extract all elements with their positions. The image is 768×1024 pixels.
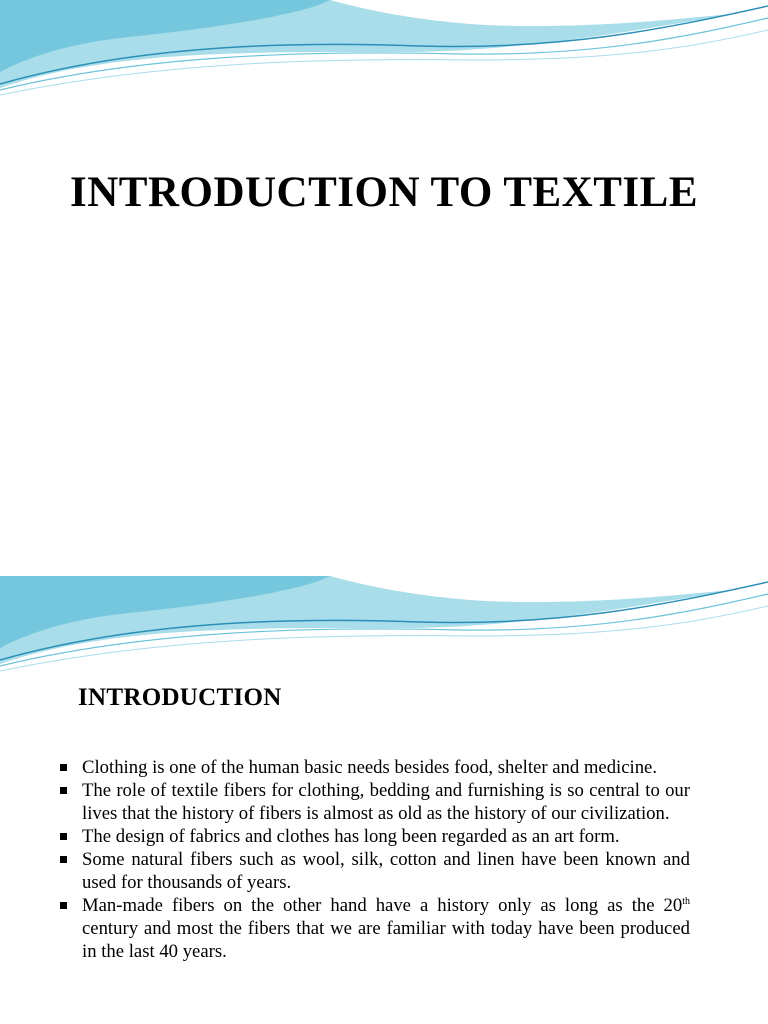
square-bullet-icon [60, 764, 67, 771]
wave-header-decoration [0, 576, 768, 686]
bullet-text: The design of fabrics and clothes has long been regarded as an art form. [82, 826, 620, 847]
wave-header-decoration [0, 0, 768, 110]
square-bullet-icon [60, 787, 67, 794]
list-item [58, 756, 690, 779]
slide-title: INTRODUCTION TO TEXTILE [69, 169, 699, 216]
list-item [58, 825, 690, 848]
square-bullet-icon [60, 856, 67, 863]
list-item [58, 894, 690, 963]
bullet-text-before: Man-made fibers on the other hand have a history only as long as the 20 [82, 895, 683, 916]
list-item [58, 779, 690, 825]
bullet-text: The role of textile fibers for clothing, bedding and furnishing is so central to our lives that the history of fibers is almost as old as the history of our civilization. [82, 780, 690, 824]
slide-heading: INTRODUCTION [78, 684, 282, 711]
bullet-text: Clothing is one of the human basic needs besides food, shelter and medicine. [82, 757, 658, 778]
bullet-text: Some natural fibers such as wool, silk, cotton and linen have been known and used for thousands of years. [82, 849, 690, 893]
square-bullet-icon [60, 833, 67, 840]
bullet-text-after: century and most the fibers that we are familiar with today have been produced in the last 40 years. [82, 918, 690, 962]
square-bullet-icon [60, 902, 67, 909]
bullet-list [58, 756, 690, 963]
content-slide [0, 576, 768, 1024]
ordinal-superscript: th [682, 895, 690, 907]
list-item [58, 848, 690, 894]
